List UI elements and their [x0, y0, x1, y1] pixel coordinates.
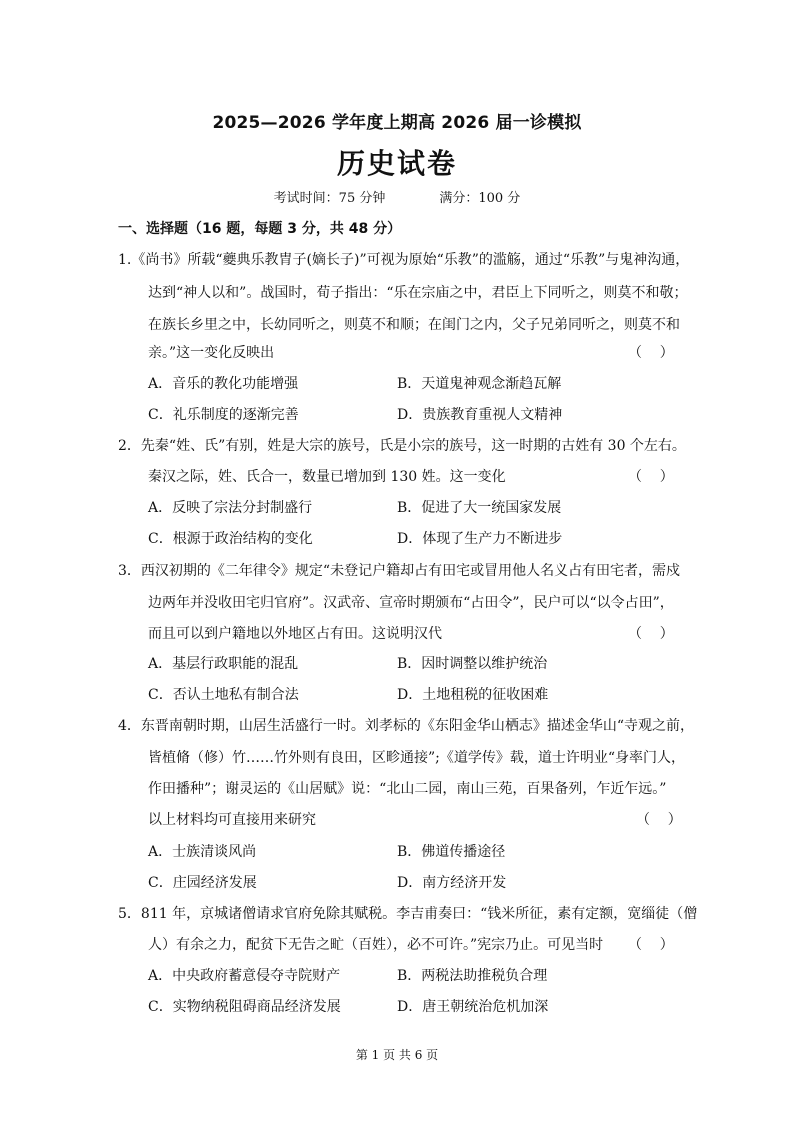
- question-4-answer-blank[interactable]: （ ）: [636, 812, 682, 828]
- question-2-answer-blank[interactable]: （ ）: [628, 469, 674, 485]
- exam-meta: [0, 187, 794, 206]
- question-3-line-3: 而且可以到户籍地以外地区占有田。这说明汉代: [148, 626, 442, 642]
- question-1-option-c[interactable]: C．礼乐制度的逐渐完善: [148, 407, 299, 423]
- question-4-line-4: 以上材料均可直接用来研究: [148, 812, 316, 828]
- question-2-option-d[interactable]: D．体现了生产力不断进步: [397, 531, 563, 547]
- exam-title: 2025—2026 学年度上期高 2026 届一诊模拟: [212, 113, 582, 133]
- question-4-line-1: 4．东晋南朝时期，山居生活盛行一时。刘孝标的《东阳金华山栖志》描述金华山“寺观之前，: [118, 718, 695, 734]
- question-3-option-d[interactable]: D．土地租税的征收困难: [397, 687, 549, 703]
- question-4-line-2: 皆植脩（修）竹……竹外则有良田，区畛通接”;《道学传》载，道士许明业“身率门人，: [148, 750, 686, 766]
- question-1-line-4: 亲。”这一变化反映出: [148, 345, 275, 361]
- subject-title: 历史试卷: [336, 147, 457, 180]
- question-3-option-b[interactable]: B．因时调整以维护统治: [397, 656, 548, 672]
- question-1-option-a[interactable]: A．音乐的教化功能增强: [148, 376, 299, 392]
- question-5-option-b[interactable]: B．两税法助推税负合理: [397, 968, 548, 984]
- question-3-answer-blank[interactable]: （ ）: [628, 626, 674, 642]
- question-1-line-2: 达到“神人以和”。战国时，荀子指出：“乐在宗庙之中，君臣上下同听之，则莫不和敬；: [148, 285, 688, 301]
- question-2-option-a[interactable]: A．反映了宗法分封制盛行: [148, 500, 313, 516]
- question-1-line-3: 在族长乡里之中，长幼同听之，则莫不和顺；在闺门之内，父子兄弟同听之，则莫不和: [148, 317, 680, 333]
- exam-time: 考试时间：75 分钟: [273, 191, 386, 206]
- question-2-line-2: 秦汉之际，姓、氏合一，数量已增加到 130 姓。这一变化: [148, 469, 506, 485]
- question-2-option-c[interactable]: C．根源于政治结构的变化: [148, 531, 313, 547]
- question-5-option-d[interactable]: D．唐王朝统治危机加深: [397, 999, 549, 1015]
- question-1-answer-blank[interactable]: （ ）: [628, 345, 674, 361]
- question-4-option-d[interactable]: D．南方经济开发: [397, 875, 507, 891]
- question-5-option-c[interactable]: C．实物纳税阻碍商品经济发展: [148, 999, 341, 1015]
- page-footer: 第 1 页 共 6 页: [355, 1048, 439, 1062]
- question-4-option-b[interactable]: B．佛道传播途径: [397, 844, 506, 860]
- question-3-line-1: 3．西汉初期的《二年律令》规定“未登记户籍却占有田宅或冒用他人名义占有田宅者，需戍: [118, 563, 681, 579]
- question-3-line-2: 边两年并没收田宅归官府”。汉武帝、宣帝时期颁布“占田令”，民户可以“以令占田”，: [148, 595, 674, 611]
- section-heading: 一、选择题（16 题，每题 3 分，共 48 分）: [118, 221, 402, 237]
- question-5-option-a[interactable]: A．中央政府蓄意侵夺寺院财产: [148, 968, 341, 984]
- question-3-option-c[interactable]: C．否认土地私有制合法: [148, 687, 299, 703]
- full-score: 满分：100 分: [439, 191, 521, 206]
- question-5-line-2: 人）有余之力，配贫下无告之甿（百姓），必不可许。”宪宗乃止。可见当时: [148, 937, 604, 953]
- question-2-line-1: 2．先秦“姓、氏”有别，姓是大宗的族号，氏是小宗的族号，这一时期的古姓有 30 个左右。: [118, 438, 686, 454]
- question-5-line-1: 5．811 年，京城诸僧请求官府免除其赋税。李吉甫奏曰：“钱米所征，素有定额，宽缁徒（僧: [118, 906, 698, 922]
- question-4-line-3: 作田播种”；谢灵运的《山居赋》说：“北山二园，南山三苑，百果备列，乍近乍远。”: [148, 781, 667, 797]
- question-2-option-b[interactable]: B．促进了大一统国家发展: [397, 500, 562, 516]
- question-5-answer-blank[interactable]: （ ）: [628, 937, 674, 953]
- question-1-option-d[interactable]: D．贵族教育重视人文精神: [397, 407, 563, 423]
- question-1-line-1: 1.《尚书》所载“夔典乐教胄子(嫡长子)”可视为原始“乐教”的滥觞，通过“乐教”与鬼神沟通，: [118, 252, 690, 268]
- question-3-option-a[interactable]: A．基层行政职能的混乱: [148, 656, 299, 672]
- question-4-option-c[interactable]: C．庄园经济发展: [148, 875, 257, 891]
- question-4-option-a[interactable]: A．士族清谈风尚: [148, 844, 257, 860]
- question-1-option-b[interactable]: B．天道鬼神观念渐趋瓦解: [397, 376, 562, 392]
